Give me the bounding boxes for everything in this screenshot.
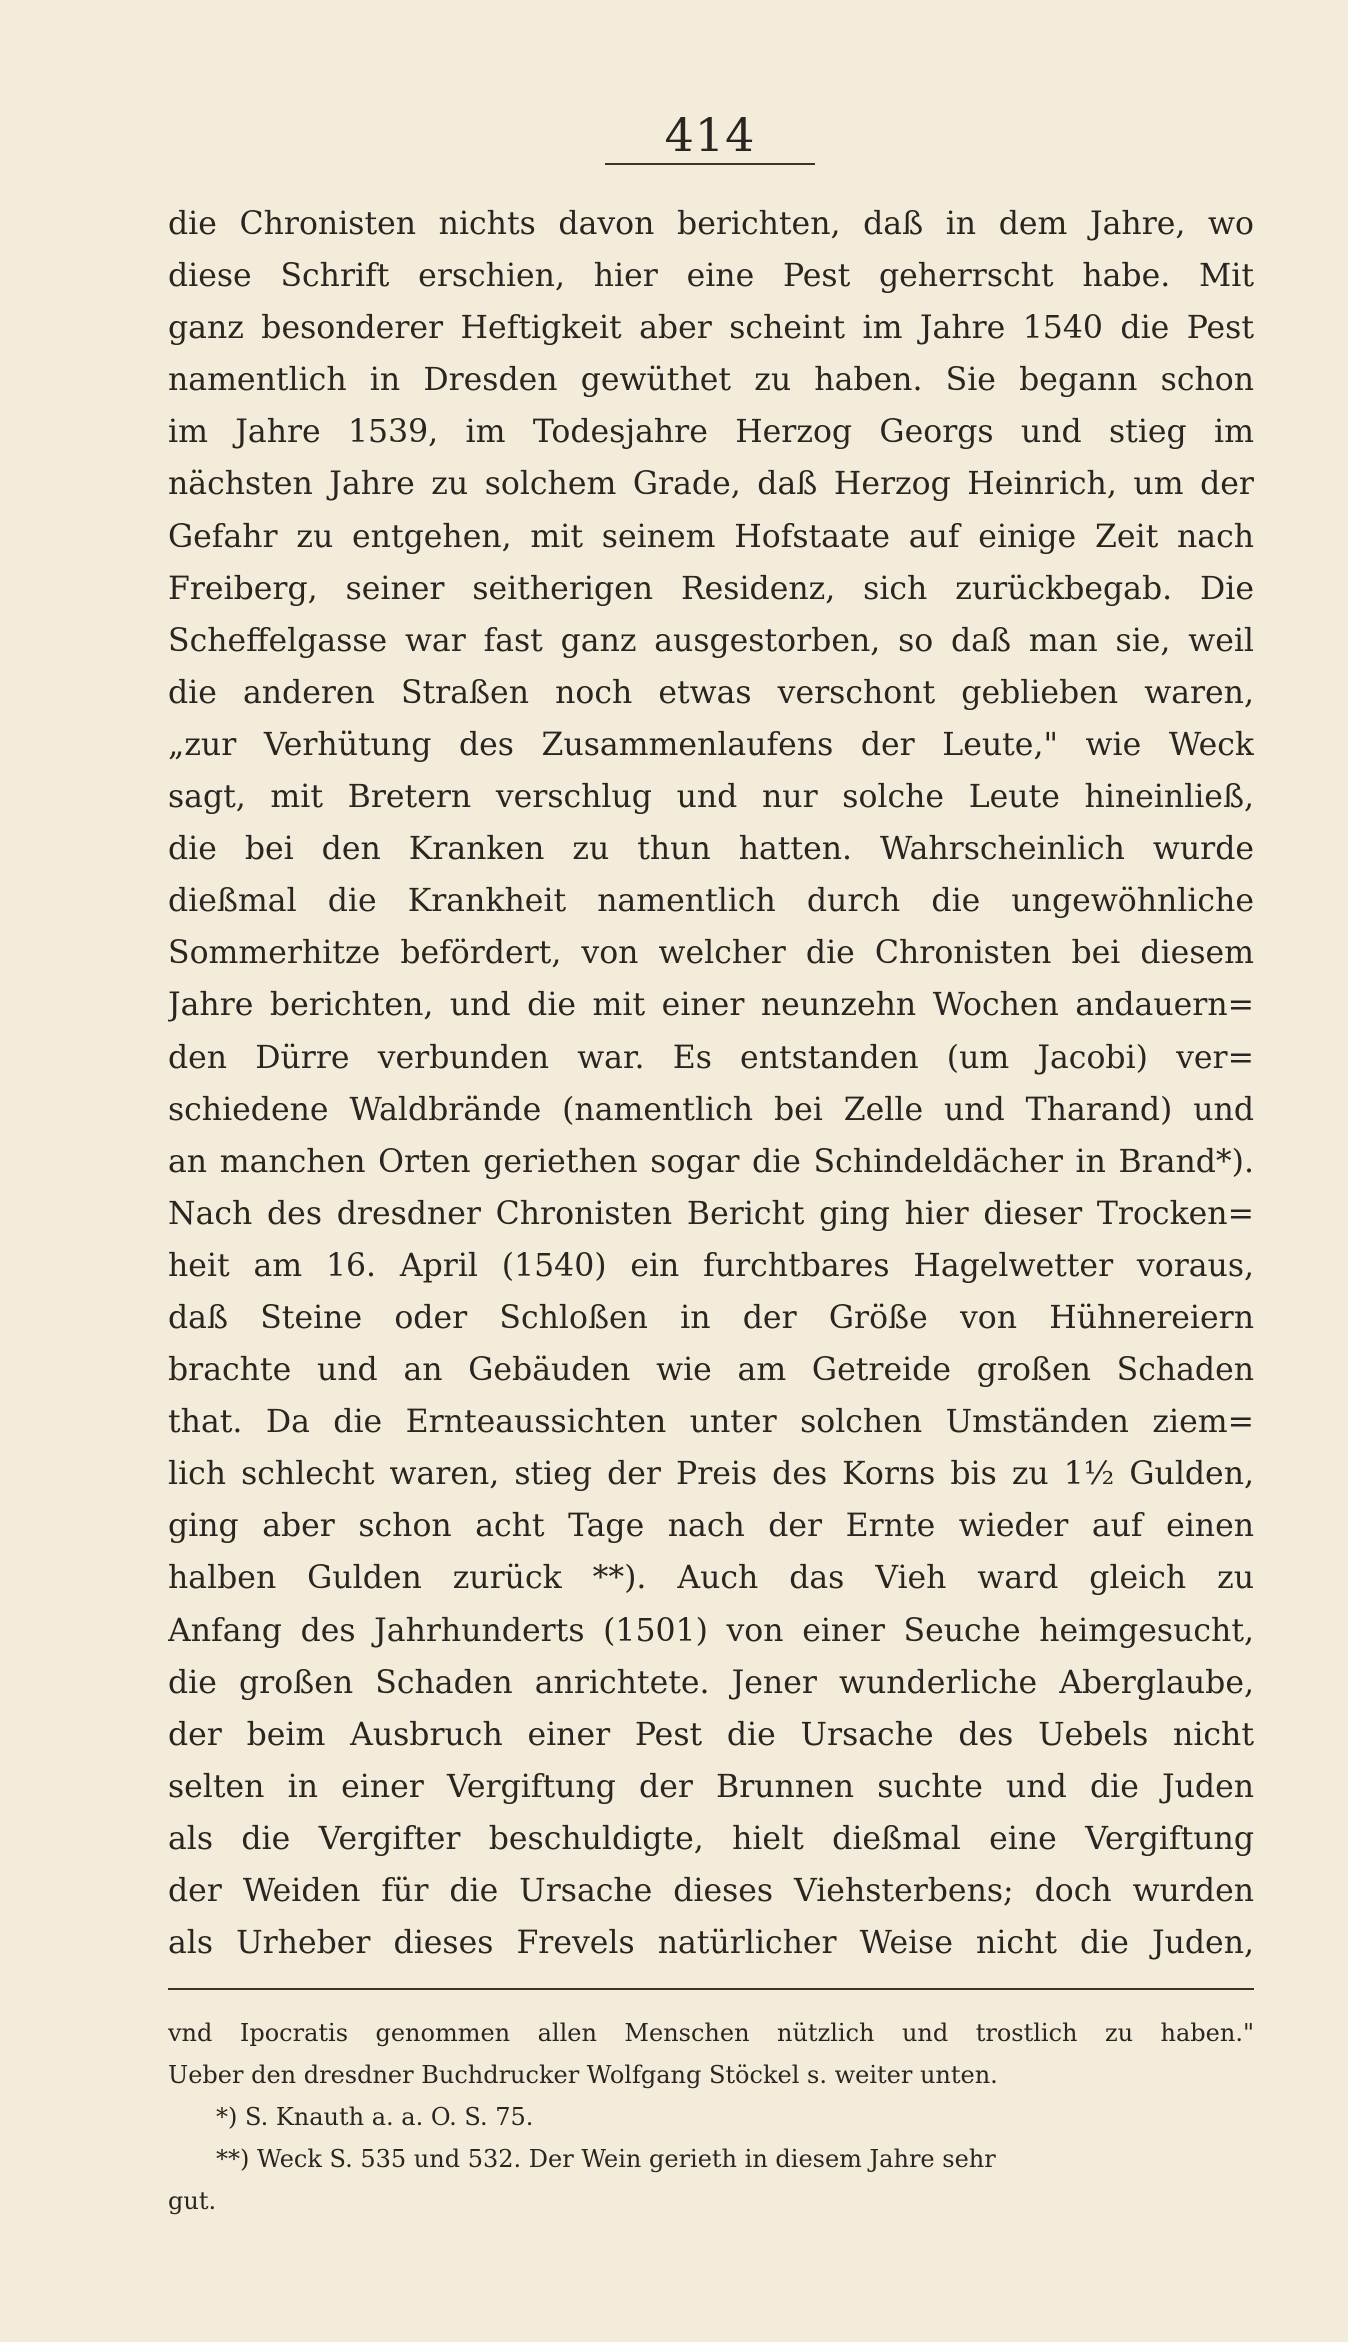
text-line: dießmal die Krankheit namentlich durch die ungewöhnliche xyxy=(168,883,1254,920)
text-line: ganz besonderer Heftigkeit aber scheint im Jahre 1540 die Pest xyxy=(168,310,1254,347)
text-line: lich schlecht waren, stieg der Preis des Korns bis zu 1½ Gulden, xyxy=(168,1456,1254,1493)
footnote-line: **) Weck S. 535 und 532. Der Wein gerieth in diesem Jahre sehr xyxy=(216,2145,996,2173)
text-line: namentlich in Dresden gewüthet zu haben. Sie begann schon xyxy=(168,362,1254,399)
text-line: „zur Verhütung des Zusammenlaufens der Leute," wie Weck xyxy=(168,726,1254,763)
footnote-line: *) S. Knauth a. a. O. S. 75. xyxy=(216,2103,534,2131)
text-line: that. Da die Ernteaussichten unter solchen Umständen ziem= xyxy=(168,1404,1254,1441)
text-line: Scheffelgasse war fast ganz ausgestorben, so daß man sie, weil xyxy=(168,622,1254,659)
text-line: die bei den Kranken zu thun hatten. Wahrscheinlich wurde xyxy=(168,831,1254,868)
text-line: selten in einer Vergiftung der Brunnen suchte und die Juden xyxy=(168,1768,1254,1805)
text-line: im Jahre 1539, im Todesjahre Herzog Georgs und stieg im xyxy=(168,414,1254,451)
text-line: heit am 16. April (1540) ein furchtbares Hagelwetter voraus, xyxy=(168,1247,1254,1284)
page-number: 414 xyxy=(664,108,756,162)
text-line: Anfang des Jahrhunderts (1501) von einer Seuche heimgesucht, xyxy=(168,1612,1254,1649)
text-line: Freiberg, seiner seitherigen Residenz, sich zurückbegab. Die xyxy=(168,570,1254,607)
footnote-rule xyxy=(168,1988,1254,1990)
text-line: die Chronisten nichts davon berichten, daß in dem Jahre, wo xyxy=(168,206,1254,242)
text-line: diese Schrift erschien, hier eine Pest geherrscht habe. Mit xyxy=(168,258,1254,295)
text-line: an manchen Orten geriethen sogar die Schindeldächer in Brand*). xyxy=(168,1143,1254,1180)
header-rule xyxy=(605,163,815,165)
text-line: nächsten Jahre zu solchem Grade, daß Herzog Heinrich, um der xyxy=(168,466,1254,503)
text-line: den Dürre verbunden war. Es entstanden (um Jacobi) ver= xyxy=(168,1039,1254,1076)
footnote-line: Ueber den dresdner Buchdrucker Wolfgang Stöckel s. weiter unten. xyxy=(168,2061,998,2089)
text-line: der Weiden für die Ursache dieses Viehsterbens; doch wurden xyxy=(168,1873,1254,1909)
text-line: als Urheber dieses Frevels natürlicher Weise nicht die Juden, xyxy=(168,1925,1254,1962)
text-line: brachte und an Gebäuden wie am Getreide großen Schaden xyxy=(168,1352,1254,1389)
text-line: die großen Schaden anrichtete. Jener wunderliche Aberglaube, xyxy=(168,1664,1254,1701)
text-line: als die Vergifter beschuldigte, hielt dießmal eine Vergiftung xyxy=(168,1820,1254,1857)
footnote-line: vnd Ipocratis genommen allen Menschen nützlich und trostlich zu haben." xyxy=(168,2019,1254,2047)
footnote-line: gut. xyxy=(168,2187,217,2215)
footnotes xyxy=(168,2012,1254,2222)
text-line: die anderen Straßen noch etwas verschont geblieben waren, xyxy=(168,674,1254,711)
text-line: daß Steine oder Schloßen in der Größe von Hühnereiern xyxy=(168,1299,1254,1336)
text-line: Gefahr zu entgehen, mit seinem Hofstaate auf einige Zeit nach xyxy=(168,518,1254,555)
text-line: sagt, mit Bretern verschlug und nur solche Leute hineinließ, xyxy=(168,779,1254,816)
text-line: schiedene Waldbrände (namentlich bei Zelle und Tharand) und xyxy=(168,1091,1254,1128)
text-line: Sommerhitze befördert, von welcher die Chronisten bei diesem xyxy=(168,935,1254,972)
text-line: Nach des dresdner Chronisten Bericht ging hier dieser Trocken= xyxy=(168,1195,1254,1232)
text-line: ging aber schon acht Tage nach der Ernte wieder auf einen xyxy=(168,1508,1254,1545)
text-line: der beim Ausbruch einer Pest die Ursache des Uebels nicht xyxy=(168,1716,1254,1753)
text-line: Jahre berichten, und die mit einer neunzehn Wochen andauern= xyxy=(168,987,1254,1024)
body-text xyxy=(168,198,1254,1969)
text-line: halben Gulden zurück **). Auch das Vieh ward gleich zu xyxy=(168,1560,1254,1597)
